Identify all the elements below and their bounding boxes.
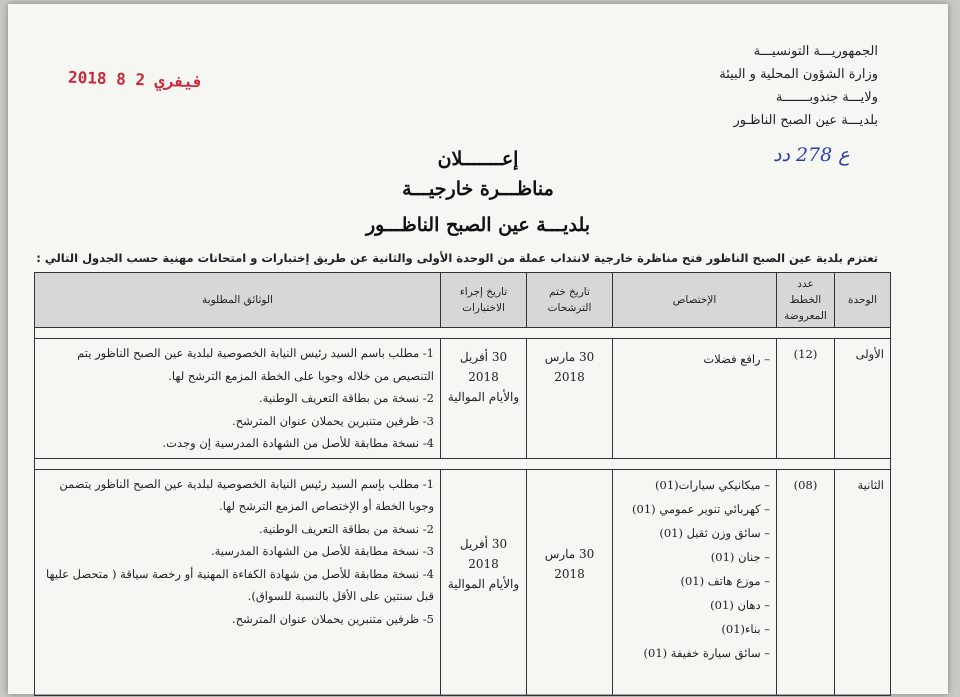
row1-count: (12): [777, 339, 835, 459]
row1-exam-date: [441, 339, 527, 459]
row2-documents: [35, 469, 441, 695]
row2-unit: الثانية: [835, 469, 891, 695]
letterhead-line-governorate: ولايـــة جندوبـــــــة: [775, 90, 878, 105]
header-exam-date: تاريخ إجراء الاختبارات: [441, 273, 527, 328]
date-stamp: 2018 فيفري 2 8: [67, 67, 204, 92]
header-specialty: الإختصاص: [613, 273, 777, 328]
specialty-item: – دهان (01): [710, 597, 770, 612]
row1-unit: الأولى: [835, 339, 891, 459]
row2-specialties: [613, 469, 777, 695]
table-spacer: [35, 328, 891, 339]
title-block: [8, 148, 948, 244]
document-item: 3- نسخة مطابقة للأصل من الشهادة المدرسية.: [210, 544, 434, 558]
row2-exam-date: [441, 469, 527, 695]
row1-documents: [35, 339, 441, 459]
row2-count: (08): [777, 469, 835, 695]
letterhead: [658, 40, 878, 132]
specialty-item: – سائق وزن ثقيل (01): [659, 525, 770, 540]
row1-deadline: 30 مارس 2018: [527, 339, 613, 459]
table-spacer: [35, 458, 891, 469]
municipality-title: بلديـــة عين الصبح الناظـــور: [365, 214, 591, 236]
exam-date-line2: والأيام الموالية: [447, 390, 520, 404]
table-row: [35, 469, 891, 695]
recruitment-table: [34, 272, 891, 696]
specialty-item: – بناء(01): [721, 621, 770, 636]
header-count: عدد الخطط المعروضة: [777, 273, 835, 328]
table-header-row: [35, 273, 891, 328]
specialty-item: – جنان (01): [710, 549, 770, 564]
document-item: 1- مطلب باسم السيد رئيس النيابة الخصوصية لبلدية عين الصبح الناظور يتم التنصيص من خلاله وجوبا على الخطة المزمع الترشح لها.: [77, 346, 434, 383]
exam-date-line1: 30 أفريل 2018: [459, 536, 508, 571]
document-item: 3- ظرفين متنبرين يحملان عنوان المترشح.: [232, 413, 434, 428]
specialty-item: – رافع فضلات: [703, 352, 770, 366]
specialty-item: – ميكانيكي سيارات(01): [655, 477, 770, 492]
document-item: 2- نسخة من بطاقة التعريف الوطنية.: [259, 521, 434, 536]
competition-title: مناظـــرة خارجيـــة: [402, 178, 554, 200]
table-row: [35, 339, 891, 459]
intro-paragraph: تعتزم بلدية عين الصبح الناظور فتح مناظرة خارجية لانتداب عملة من الوحدة الأولى والثانية عن طريق إختبارات و امتحانات مهنية حسب الجدول التالي :: [36, 251, 878, 265]
letterhead-line-municipality: بلديـــة عين الصبح الناظـور: [733, 113, 878, 128]
document-item: 4- نسخة مطابقة للأصل من الشهادة المدرسية إن وجدت.: [162, 436, 434, 450]
specialty-item: – سائق سيارة خفيفة (01): [643, 645, 770, 660]
letterhead-line-republic: الجمهوريـــة التونسيـــة: [753, 44, 878, 59]
row2-deadline: 30 مارس 2018: [527, 469, 613, 695]
exam-date-line1: 30 أفريل 2018: [459, 350, 508, 384]
exam-date-line2: والأيام الموالية: [447, 576, 520, 591]
header-unit: الوحدة: [835, 273, 891, 328]
specialty-item: – كهربائي تنوير عمومي (01): [632, 501, 770, 516]
document-item: 5- ظرفين متنبرين يحملان عنوان المترشح.: [232, 611, 434, 626]
header-documents: الوثائق المطلوبة: [35, 273, 441, 328]
specialty-item: – موزع هاتف (01): [680, 573, 770, 588]
header-deadline: تاريخ ختم الترشحات: [527, 273, 613, 328]
document-item: 1- مطلب بإسم السيد رئيس النيابة الخصوصية لبلدية عين الصبح الناظور يتضمن وجوبا الخطة أو الإختصاص المزمع الترشح لها.: [59, 476, 434, 513]
row1-specialties: [613, 339, 777, 459]
announcement-title: إعـــــــلان: [437, 148, 519, 170]
letterhead-line-ministry: وزارة الشؤون المحلية و البيئة: [719, 67, 878, 82]
document-item: 4- نسخة مطابقة للأصل من شهادة الكفاءة المهنية أو رخصة سياقة ( متحصل عليها قبل سنتين على الأقل بالنسبة للسواق).: [46, 566, 434, 603]
document-item: 2- نسخة من بطاقة التعريف الوطنية.: [259, 391, 434, 405]
reference-number: ع 278 دد: [773, 144, 850, 166]
